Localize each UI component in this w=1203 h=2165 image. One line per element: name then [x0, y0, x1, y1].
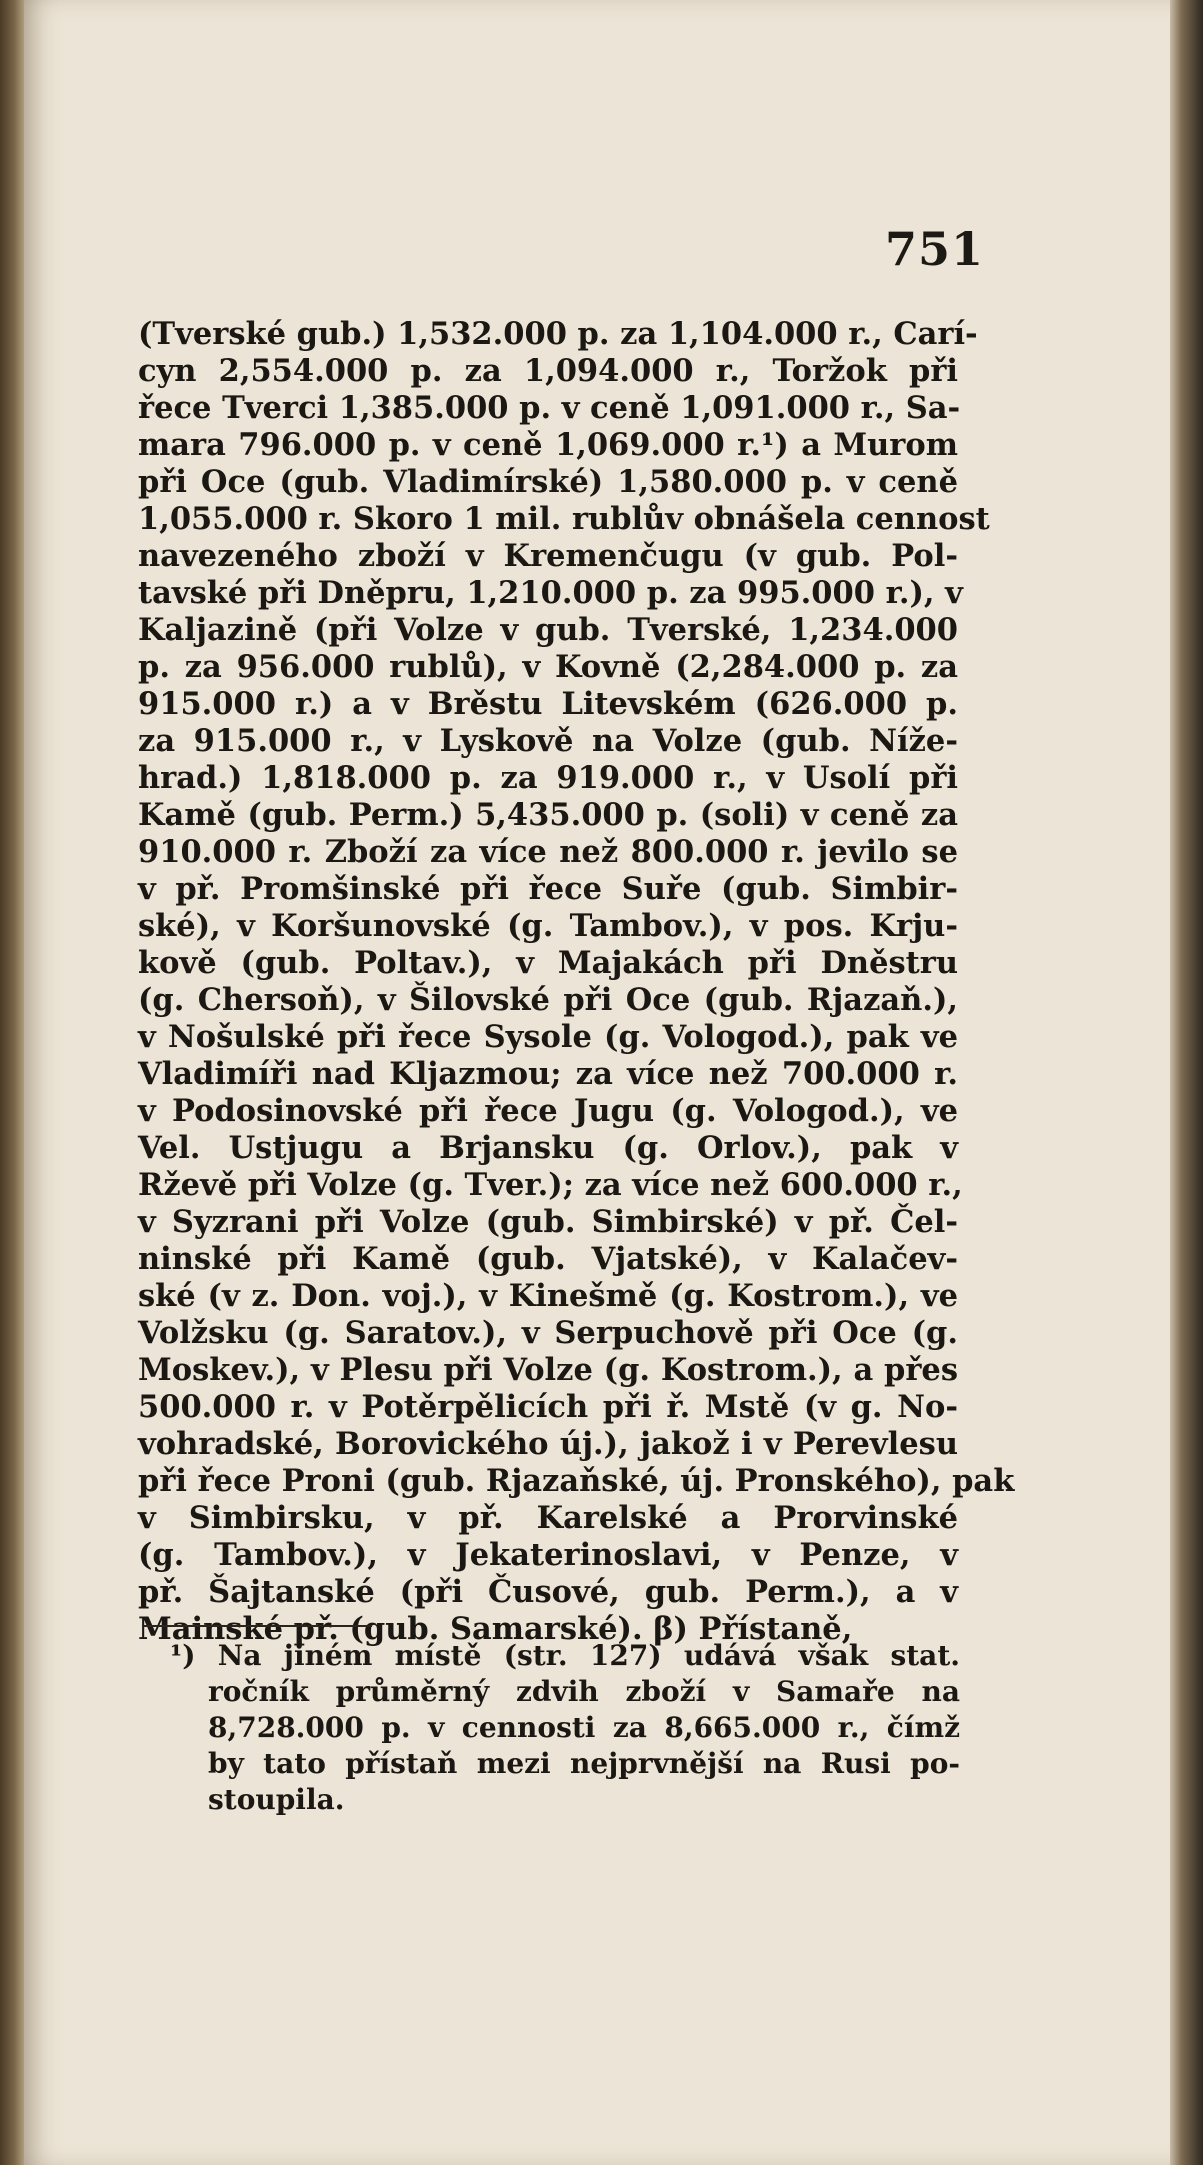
- text-line: Kamě (gub. Perm.) 5,435.000 p. (soli) v ceně za: [138, 797, 958, 833]
- text-line: 915.000 r.) a v Brěstu Litevském (626.000 p.: [138, 686, 958, 722]
- text-line: tavské při Dněpru, 1,210.000 p. za 995.000 r.), v: [138, 575, 963, 611]
- text-line: za 915.000 r., v Lyskově na Volze (gub. Níže-: [138, 723, 958, 759]
- text-line: (g. Tambov.), v Jekaterinoslavi, v Penze, v: [138, 1537, 958, 1573]
- page-edge-shadow: [1170, 0, 1203, 2165]
- text-line: hrad.) 1,818.000 p. za 919.000 r., v Usolí při: [138, 760, 958, 796]
- text-line: 910.000 r. Zboží za více než 800.000 r. jevilo se: [138, 834, 958, 870]
- footnote-line: ¹) Na jiném místě (str. 127) udává však stat.: [170, 1639, 960, 1672]
- text-line: při Oce (gub. Vladimírské) 1,580.000 p. v ceně: [138, 464, 958, 500]
- book-spine: [0, 0, 26, 2165]
- text-line: při řece Proni (gub. Rjazaňské, új. Pronského), pak: [138, 1463, 1015, 1499]
- text-line: Vel. Ustjugu a Brjansku (g. Orlov.), pak v: [138, 1130, 958, 1166]
- text-line: ninské při Kamě (gub. Vjatské), v Kalačev-: [138, 1241, 958, 1277]
- text-line: vohradské, Borovického új.), jakož i v Perevlesu: [138, 1426, 958, 1462]
- text-line: kově (gub. Poltav.), v Majakách při Dněstru: [138, 945, 958, 981]
- footnote-line: by tato přístaň mezi nejprvnější na Rusi po-: [208, 1747, 960, 1780]
- text-line: ské), v Koršunovské (g. Tambov.), v pos. Krju-: [138, 908, 958, 944]
- footnote-line: 8,728.000 p. v cennosti za 8,665.000 r., čímž: [208, 1711, 960, 1744]
- text-line: cyn 2,554.000 p. za 1,094.000 r., Toržok při: [138, 353, 958, 389]
- text-line: Vladimíři nad Kljazmou; za více než 700.000 r.: [138, 1056, 958, 1092]
- footnote-line: ročník průměrný zdvih zboží v Samaře na: [208, 1675, 960, 1708]
- text-line: Mainské př. (gub. Samarské). β) Přístaně,: [138, 1611, 853, 1647]
- text-line: v Syzrani při Volze (gub. Simbirské) v př. Čel-: [138, 1204, 958, 1240]
- text-line: Moskev.), v Plesu při Volze (g. Kostrom.), a přes: [138, 1352, 958, 1388]
- page-number: 751: [885, 222, 985, 276]
- text-line: (Tverské gub.) 1,532.000 p. za 1,104.000 r., Carí-: [138, 316, 978, 352]
- text-line: řece Tverci 1,385.000 p. v ceně 1,091.000 r., Sa-: [138, 390, 961, 426]
- text-line: navezeného zboží v Kremenčugu (v gub. Pol-: [138, 538, 958, 574]
- text-line: 500.000 r. v Potěrpělicích při ř. Mstě (v g. No-: [138, 1389, 958, 1425]
- text-line: p. za 956.000 rublů), v Kovně (2,284.000 p. za: [138, 649, 958, 685]
- text-line: Kaljazině (při Volze v gub. Tverské, 1,234.000: [138, 612, 958, 648]
- text-line: mara 796.000 p. v ceně 1,069.000 r.¹) a Murom: [138, 427, 958, 463]
- text-line: př. Šajtanské (při Čusové, gub. Perm.), a v: [138, 1574, 958, 1610]
- footnote-line: stoupila.: [208, 1783, 345, 1816]
- text-line: Volžsku (g. Saratov.), v Serpuchově při Oce (g.: [138, 1315, 958, 1351]
- footnote-divider: [142, 1625, 372, 1627]
- text-line: ské (v z. Don. voj.), v Kinešmě (g. Kostrom.), ve: [138, 1278, 958, 1314]
- text-line: v př. Promšinské při řece Suře (gub. Simbir-: [138, 871, 958, 907]
- text-line: v Simbirsku, v př. Karelské a Prorvinské: [138, 1500, 958, 1536]
- text-line: (g. Chersoň), v Šilovské při Oce (gub. Rjazaň.),: [138, 982, 958, 1018]
- body-text: [138, 316, 1015, 1648]
- text-line: v Podosinovské při řece Jugu (g. Vologod.), ve: [138, 1093, 958, 1129]
- footnote: [170, 1638, 960, 1818]
- text-line: v Nošulské při řece Sysole (g. Vologod.), pak ve: [138, 1019, 958, 1055]
- text-line: Rževě při Volze (g. Tver.); za více než 600.000 r.,: [138, 1167, 963, 1203]
- text-line: 1,055.000 r. Skoro 1 mil. rublův obnášela cennost: [138, 501, 990, 537]
